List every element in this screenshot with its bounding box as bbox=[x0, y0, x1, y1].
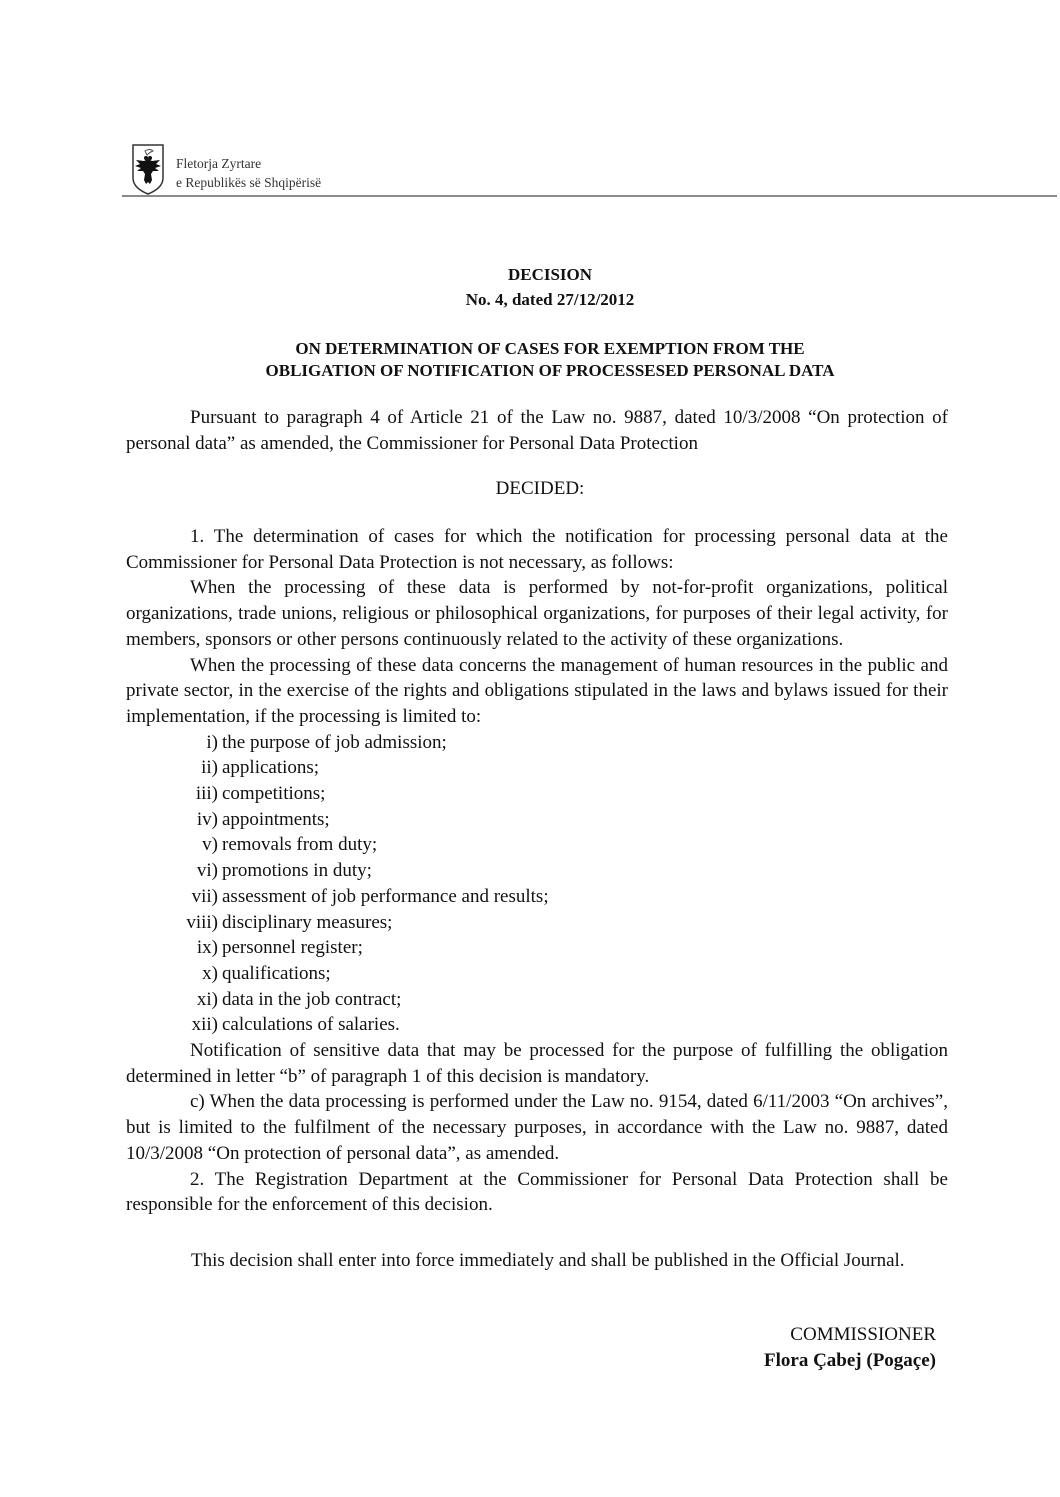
list-item: viii) disciplinary measures; bbox=[186, 911, 393, 933]
decision-subject bbox=[0, 338, 1060, 382]
paragraph-nonprofit: When the processing of these data is performed by not-for-profit organizations, political organizations, trade unions, religious or philosophical organizations, for purposes of their legal activity, for members, sponsors or other persons continuously related to the activity of these organizations. bbox=[126, 577, 948, 650]
paragraph-human-resources: When the processing of these data concerns the management of human resources in the public and private sector, in the exercise of the rights and obligations stipulated in the laws and bylaws issued for their implementation, if the processing is limited to: bbox=[126, 654, 948, 727]
albanian-eagle-shield-icon bbox=[130, 142, 166, 196]
header-divider bbox=[122, 195, 1057, 197]
list-item: ii) applications; bbox=[201, 757, 320, 779]
decision-title bbox=[0, 264, 1060, 311]
journal-header bbox=[122, 140, 1058, 198]
signatory-name: Flora Çabej (Pogaçe) bbox=[764, 1350, 936, 1371]
list-item: xi) data in the job contract; bbox=[196, 988, 402, 1010]
list-item: x) qualifications; bbox=[202, 962, 331, 984]
list-item: ix) personnel register; bbox=[196, 937, 363, 959]
preamble-block bbox=[126, 405, 948, 456]
list-item: vii) assessment of job performance and results; bbox=[191, 885, 549, 907]
journal-name bbox=[176, 154, 321, 192]
decision-heading: DECISION bbox=[507, 265, 593, 284]
signature-block bbox=[764, 1322, 936, 1374]
subject-line-2: OBLIGATION OF NOTIFICATION OF PROCESSESED PERSONAL DATA bbox=[265, 361, 835, 380]
list-item: v) removals from duty; bbox=[202, 834, 378, 856]
paragraph-1: 1. The determination of cases for which the notification for processing personal data at the Commissioner for Personal Data Protection is not necessary, as follows: bbox=[126, 526, 948, 573]
list-item: vi) promotions in duty; bbox=[196, 860, 372, 882]
preamble: Pursuant to paragraph 4 of Article 21 of the Law no. 9887, dated 10/3/2008 “On protection of personal data” as amended, the Commissioner for Personal Data Protection bbox=[126, 407, 948, 454]
paragraph-c-archives: c) When the data processing is performed under the Law no. 9154, dated 6/11/2003 “On archives”, but is limited to the fulfilment of the necessary purposes, in accordance with the Law no. 9887, dated 10/3/2008 “On protection of personal data”, as amended. bbox=[126, 1091, 948, 1164]
list-item: iii) competitions; bbox=[195, 783, 326, 805]
list-item: i) the purpose of job admission; bbox=[206, 731, 447, 753]
journal-name-line2: e Republikës së Shqipërisë bbox=[176, 175, 322, 190]
paragraph-sensitive-data: Notification of sensitive data that may be processed for the purpose of fulfilling the obligation determined in letter “b” of paragraph 1 of this decision is mandatory. bbox=[126, 1040, 948, 1087]
decided-label: DECIDED: bbox=[495, 478, 585, 499]
hr-processing-list bbox=[126, 730, 948, 1038]
list-item: iv) appointments; bbox=[196, 808, 330, 830]
closing-statement: This decision shall enter into force immediately and shall be published in the Official Journal. bbox=[191, 1250, 905, 1271]
list-item: xii) calculations of salaries. bbox=[191, 1014, 400, 1036]
subject-line-1: ON DETERMINATION OF CASES FOR EXEMPTION FROM THE bbox=[295, 339, 805, 358]
journal-name-line1: Fletorja Zyrtare bbox=[176, 156, 262, 171]
paragraph-2-enforcement: 2. The Registration Department at the Commissioner for Personal Data Protection shall be responsible for the enforcement of this decision. bbox=[126, 1168, 948, 1216]
decision-body bbox=[126, 524, 948, 1218]
decision-number-date: No. 4, dated 27/12/2012 bbox=[465, 290, 635, 309]
signatory-role: COMMISSIONER bbox=[790, 1324, 936, 1345]
